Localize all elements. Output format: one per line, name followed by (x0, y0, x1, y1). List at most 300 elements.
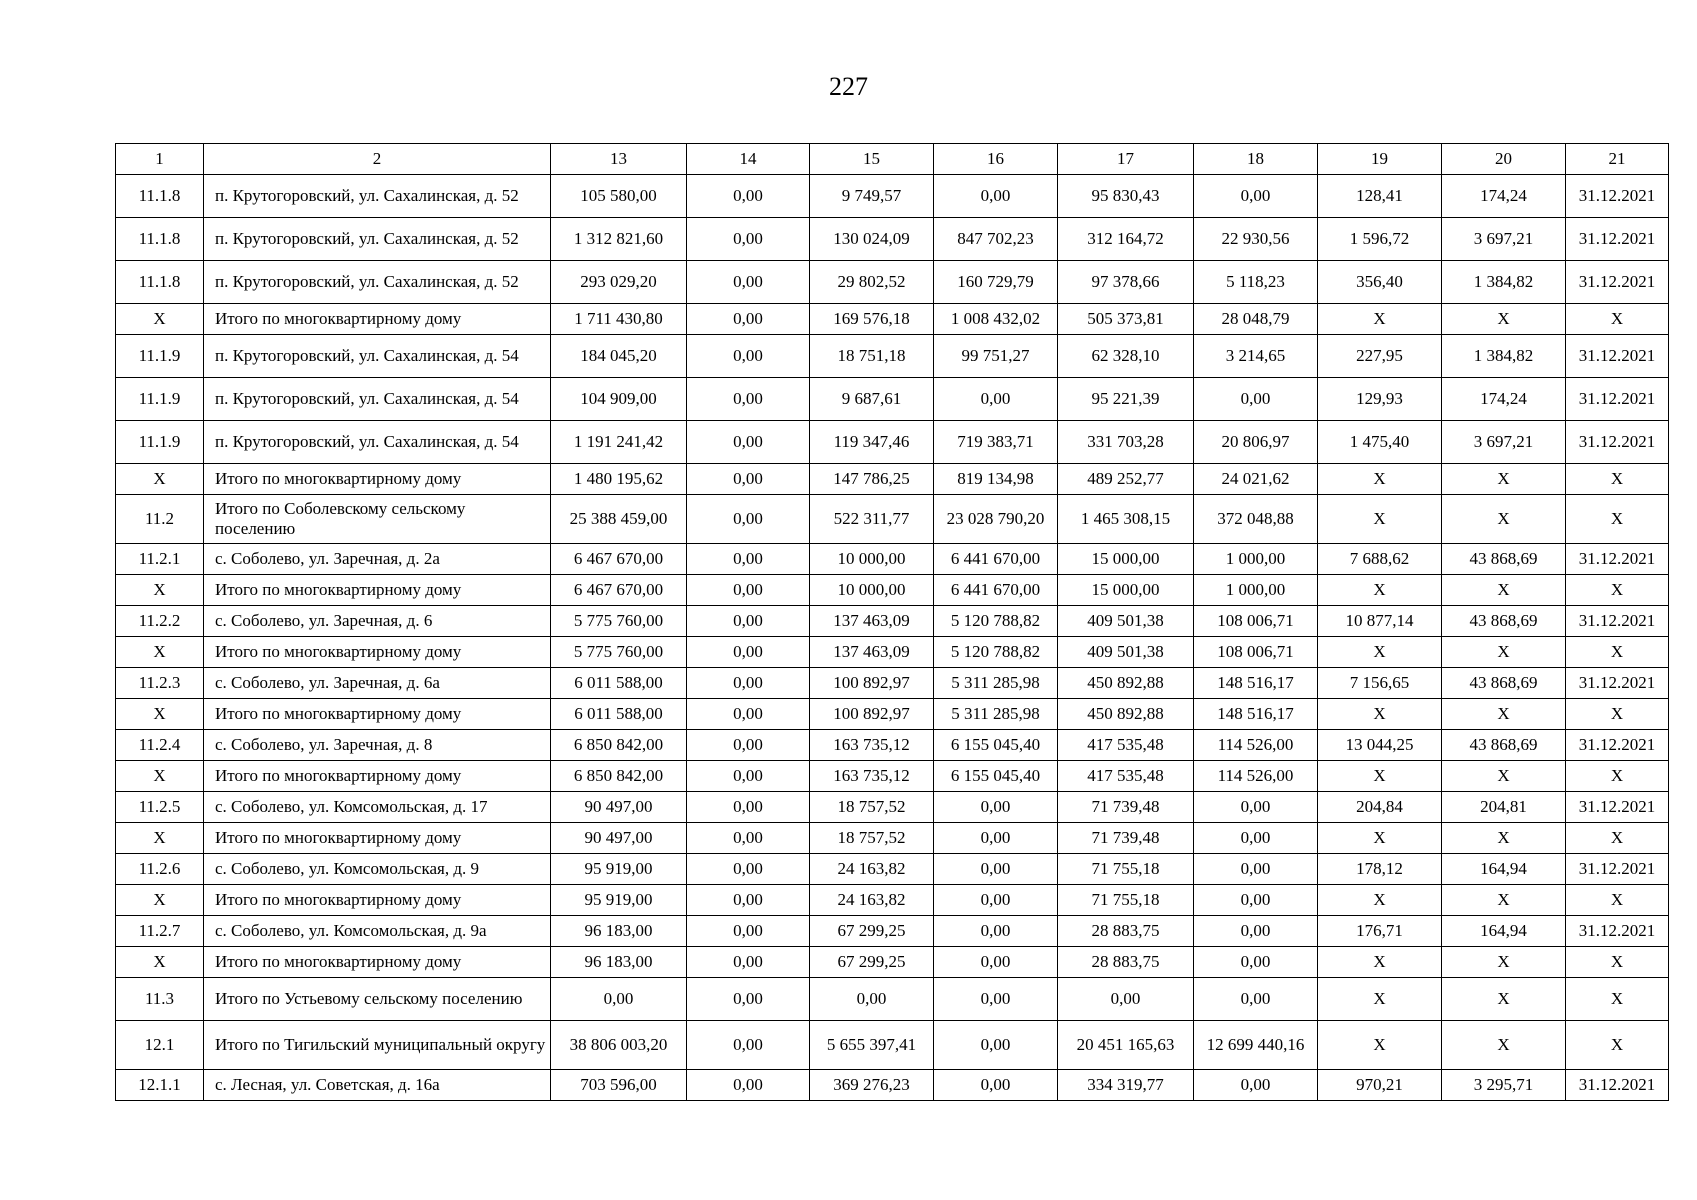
table-row (116, 606, 1669, 637)
table-row (116, 335, 1669, 378)
value-cell: 71 755,18 (1058, 885, 1194, 916)
value-cell: 204,81 (1442, 792, 1566, 823)
value-cell: 0,00 (687, 916, 810, 947)
value-cell: 417 535,48 (1058, 730, 1194, 761)
value-cell: 96 183,00 (551, 947, 687, 978)
address-cell: с. Соболево, ул. Комсомольская, д. 9 (204, 854, 551, 885)
value-cell: 6 467 670,00 (551, 544, 687, 575)
value-cell: 1 384,82 (1442, 335, 1566, 378)
table-row (116, 916, 1669, 947)
table-row (116, 668, 1669, 699)
value-cell: 7 688,62 (1318, 544, 1442, 575)
column-header: 18 (1194, 144, 1318, 175)
subtotal-row (116, 761, 1669, 792)
value-cell: X (1566, 823, 1669, 854)
address-cell: Итого по многоквартирному дому (204, 575, 551, 606)
value-cell: 0,00 (1194, 792, 1318, 823)
row-number-cell: 11.2.1 (116, 544, 204, 575)
row-number-cell: 11.1.9 (116, 378, 204, 421)
subtotal-row (116, 947, 1669, 978)
value-cell: 43 868,69 (1442, 730, 1566, 761)
value-cell: 129,93 (1318, 378, 1442, 421)
value-cell: 97 378,66 (1058, 261, 1194, 304)
column-header: 17 (1058, 144, 1194, 175)
address-cell: с. Соболево, ул. Комсомольская, д. 9а (204, 916, 551, 947)
value-cell: 169 576,18 (810, 304, 934, 335)
address-cell: Итого по многоквартирному дому (204, 947, 551, 978)
value-cell: 18 751,18 (810, 335, 934, 378)
value-cell: X (1442, 947, 1566, 978)
column-header: 19 (1318, 144, 1442, 175)
value-cell: 0,00 (934, 978, 1058, 1021)
value-cell: 31.12.2021 (1566, 730, 1669, 761)
value-cell: X (1566, 637, 1669, 668)
value-cell: X (1442, 464, 1566, 495)
value-cell: 0,00 (687, 544, 810, 575)
value-cell: 23 028 790,20 (934, 495, 1058, 544)
value-cell: 1 312 821,60 (551, 218, 687, 261)
value-cell: X (1442, 885, 1566, 916)
row-number-cell: 11.2.4 (116, 730, 204, 761)
value-cell: 0,00 (687, 761, 810, 792)
value-cell: 114 526,00 (1194, 761, 1318, 792)
value-cell: 0,00 (687, 978, 810, 1021)
table-row (116, 544, 1669, 575)
value-cell: X (1442, 637, 1566, 668)
value-cell: 3 697,21 (1442, 421, 1566, 464)
row-number-cell: 11.1.9 (116, 335, 204, 378)
value-cell: 409 501,38 (1058, 637, 1194, 668)
value-cell: 43 868,69 (1442, 606, 1566, 637)
value-cell: 0,00 (934, 916, 1058, 947)
value-cell: 0,00 (934, 823, 1058, 854)
value-cell: 0,00 (1194, 978, 1318, 1021)
table-row (116, 218, 1669, 261)
value-cell: 9 749,57 (810, 175, 934, 218)
column-header: 1 (116, 144, 204, 175)
value-cell: 1 596,72 (1318, 218, 1442, 261)
value-cell: 0,00 (1058, 978, 1194, 1021)
column-header: 2 (204, 144, 551, 175)
value-cell: 31.12.2021 (1566, 916, 1669, 947)
address-cell: Итого по Соболевскому сельскому поселению (204, 495, 551, 544)
value-cell: 0,00 (1194, 947, 1318, 978)
value-cell: 67 299,25 (810, 947, 934, 978)
value-cell: 95 221,39 (1058, 378, 1194, 421)
value-cell: 29 802,52 (810, 261, 934, 304)
value-cell: 5 118,23 (1194, 261, 1318, 304)
value-cell: 15 000,00 (1058, 544, 1194, 575)
value-cell: 0,00 (934, 1021, 1058, 1070)
value-cell: 0,00 (687, 495, 810, 544)
value-cell: 31.12.2021 (1566, 175, 1669, 218)
address-cell: Итого по многоквартирному дому (204, 823, 551, 854)
value-cell: 0,00 (1194, 175, 1318, 218)
address-cell: Итого по многоквартирному дому (204, 885, 551, 916)
subtotal-row (116, 637, 1669, 668)
value-cell: 24 163,82 (810, 854, 934, 885)
value-cell: X (1318, 495, 1442, 544)
value-cell: 5 311 285,98 (934, 668, 1058, 699)
value-cell: 5 120 788,82 (934, 606, 1058, 637)
value-cell: 28 883,75 (1058, 916, 1194, 947)
column-header: 21 (1566, 144, 1669, 175)
value-cell: 0,00 (687, 421, 810, 464)
value-cell: 0,00 (1194, 1070, 1318, 1101)
row-number-cell: 11.2 (116, 495, 204, 544)
value-cell: 227,95 (1318, 335, 1442, 378)
value-cell: X (1442, 823, 1566, 854)
table-row (116, 978, 1669, 1021)
value-cell: 148 516,17 (1194, 668, 1318, 699)
value-cell: 28 048,79 (1194, 304, 1318, 335)
value-cell: 114 526,00 (1194, 730, 1318, 761)
row-number-cell: X (116, 947, 204, 978)
address-cell: Итого по Устьевому сельскому поселению (204, 978, 551, 1021)
row-number-cell: 11.2.7 (116, 916, 204, 947)
row-number-cell: 11.1.8 (116, 218, 204, 261)
value-cell: 24 163,82 (810, 885, 934, 916)
value-cell: 0,00 (687, 668, 810, 699)
row-number-cell: X (116, 823, 204, 854)
value-cell: 25 388 459,00 (551, 495, 687, 544)
value-cell: X (1442, 495, 1566, 544)
value-cell: 28 883,75 (1058, 947, 1194, 978)
value-cell: X (1442, 575, 1566, 606)
value-cell: 6 155 045,40 (934, 761, 1058, 792)
value-cell: 0,00 (810, 978, 934, 1021)
value-cell: 95 919,00 (551, 885, 687, 916)
value-cell: 0,00 (687, 637, 810, 668)
value-cell: X (1318, 575, 1442, 606)
value-cell: 10 000,00 (810, 575, 934, 606)
table-row (116, 175, 1669, 218)
value-cell: 6 011 588,00 (551, 668, 687, 699)
value-cell: 3 697,21 (1442, 218, 1566, 261)
value-cell: X (1566, 304, 1669, 335)
table-row (116, 1070, 1669, 1101)
value-cell: X (1318, 978, 1442, 1021)
value-cell: X (1318, 464, 1442, 495)
address-cell: Итого по многоквартирному дому (204, 761, 551, 792)
value-cell: 0,00 (934, 378, 1058, 421)
value-cell: 5 120 788,82 (934, 637, 1058, 668)
value-cell: 31.12.2021 (1566, 544, 1669, 575)
value-cell: 31.12.2021 (1566, 1070, 1669, 1101)
value-cell: 43 868,69 (1442, 544, 1566, 575)
value-cell: 0,00 (1194, 885, 1318, 916)
value-cell: 505 373,81 (1058, 304, 1194, 335)
value-cell: 31.12.2021 (1566, 378, 1669, 421)
value-cell: 163 735,12 (810, 761, 934, 792)
value-cell: 5 655 397,41 (810, 1021, 934, 1070)
value-cell: X (1566, 495, 1669, 544)
column-header: 13 (551, 144, 687, 175)
column-header: 16 (934, 144, 1058, 175)
value-cell: 95 830,43 (1058, 175, 1194, 218)
value-cell: X (1566, 464, 1669, 495)
subtotal-row (116, 464, 1669, 495)
value-cell: 104 909,00 (551, 378, 687, 421)
row-number-cell: X (116, 885, 204, 916)
subtotal-row (116, 575, 1669, 606)
address-cell: Итого по многоквартирному дому (204, 699, 551, 730)
row-number-cell: 11.1.9 (116, 421, 204, 464)
value-cell: 31.12.2021 (1566, 668, 1669, 699)
value-cell: 147 786,25 (810, 464, 934, 495)
value-cell: X (1318, 1021, 1442, 1070)
value-cell: 0,00 (687, 304, 810, 335)
row-number-cell: X (116, 464, 204, 495)
table-row (116, 1021, 1669, 1070)
value-cell: 31.12.2021 (1566, 261, 1669, 304)
row-number-cell: X (116, 761, 204, 792)
value-cell: 71 739,48 (1058, 792, 1194, 823)
value-cell: 12 699 440,16 (1194, 1021, 1318, 1070)
value-cell: 489 252,77 (1058, 464, 1194, 495)
value-cell: 108 006,71 (1194, 637, 1318, 668)
value-cell: 163 735,12 (810, 730, 934, 761)
value-cell: X (1318, 637, 1442, 668)
subtotal-row (116, 699, 1669, 730)
value-cell: 13 044,25 (1318, 730, 1442, 761)
table-row (116, 378, 1669, 421)
value-cell: 0,00 (934, 885, 1058, 916)
row-number-cell: 11.1.8 (116, 175, 204, 218)
value-cell: 334 319,77 (1058, 1070, 1194, 1101)
value-cell: 71 739,48 (1058, 823, 1194, 854)
value-cell: 9 687,61 (810, 378, 934, 421)
value-cell: 31.12.2021 (1566, 854, 1669, 885)
value-cell: 0,00 (687, 947, 810, 978)
value-cell: 31.12.2021 (1566, 335, 1669, 378)
value-cell: 0,00 (687, 699, 810, 730)
value-cell: 0,00 (687, 1021, 810, 1070)
value-cell: 1 475,40 (1318, 421, 1442, 464)
value-cell: 293 029,20 (551, 261, 687, 304)
value-cell: 174,24 (1442, 175, 1566, 218)
value-cell: 0,00 (1194, 916, 1318, 947)
value-cell: 819 134,98 (934, 464, 1058, 495)
value-cell: 160 729,79 (934, 261, 1058, 304)
value-cell: 18 757,52 (810, 823, 934, 854)
value-cell: 31.12.2021 (1566, 792, 1669, 823)
table-row (116, 495, 1669, 544)
value-cell: 10 877,14 (1318, 606, 1442, 637)
value-cell: X (1318, 823, 1442, 854)
value-cell: 0,00 (687, 261, 810, 304)
value-cell: 372 048,88 (1194, 495, 1318, 544)
value-cell: 204,84 (1318, 792, 1442, 823)
row-number-cell: 11.1.8 (116, 261, 204, 304)
address-cell: с. Лесная, ул. Советская, д. 16а (204, 1070, 551, 1101)
address-cell: Итого по Тигильский муниципальный округу (204, 1021, 551, 1070)
value-cell: 38 806 003,20 (551, 1021, 687, 1070)
value-cell: 99 751,27 (934, 335, 1058, 378)
value-cell: 184 045,20 (551, 335, 687, 378)
value-cell: 0,00 (551, 978, 687, 1021)
subtotal-row (116, 885, 1669, 916)
value-cell: 71 755,18 (1058, 854, 1194, 885)
value-cell: 0,00 (687, 606, 810, 637)
value-cell: 6 441 670,00 (934, 544, 1058, 575)
value-cell: 0,00 (687, 175, 810, 218)
value-cell: 0,00 (934, 854, 1058, 885)
column-header: 14 (687, 144, 810, 175)
row-number-cell: 12.1.1 (116, 1070, 204, 1101)
address-cell: п. Крутогоровский, ул. Сахалинская, д. 54 (204, 378, 551, 421)
value-cell: 95 919,00 (551, 854, 687, 885)
value-cell: X (1442, 1021, 1566, 1070)
value-cell: 3 214,65 (1194, 335, 1318, 378)
value-cell: 0,00 (687, 730, 810, 761)
value-cell: 137 463,09 (810, 637, 934, 668)
value-cell: 128,41 (1318, 175, 1442, 218)
value-cell: 0,00 (687, 792, 810, 823)
value-cell: 1 000,00 (1194, 575, 1318, 606)
value-cell: 0,00 (687, 575, 810, 606)
value-cell: 1 384,82 (1442, 261, 1566, 304)
value-cell: 1 711 430,80 (551, 304, 687, 335)
value-cell: 22 930,56 (1194, 218, 1318, 261)
value-cell: 417 535,48 (1058, 761, 1194, 792)
value-cell: 0,00 (1194, 854, 1318, 885)
value-cell: 18 757,52 (810, 792, 934, 823)
value-cell: 20 451 165,63 (1058, 1021, 1194, 1070)
value-cell: 6 155 045,40 (934, 730, 1058, 761)
value-cell: 5 775 760,00 (551, 637, 687, 668)
value-cell: X (1318, 304, 1442, 335)
value-cell: 369 276,23 (810, 1070, 934, 1101)
value-cell: X (1442, 978, 1566, 1021)
address-cell: с. Соболево, ул. Заречная, д. 8 (204, 730, 551, 761)
value-cell: 1 008 432,02 (934, 304, 1058, 335)
value-cell: 1 000,00 (1194, 544, 1318, 575)
value-cell: 847 702,23 (934, 218, 1058, 261)
value-cell: X (1318, 699, 1442, 730)
value-cell: 137 463,09 (810, 606, 934, 637)
address-cell: с. Соболево, ул. Комсомольская, д. 17 (204, 792, 551, 823)
table-row (116, 261, 1669, 304)
value-cell: 67 299,25 (810, 916, 934, 947)
value-cell: 719 383,71 (934, 421, 1058, 464)
value-cell: 178,12 (1318, 854, 1442, 885)
value-cell: 0,00 (934, 175, 1058, 218)
value-cell: X (1566, 947, 1669, 978)
value-cell: X (1566, 761, 1669, 792)
row-number-cell: X (116, 699, 204, 730)
subtotal-row (116, 823, 1669, 854)
row-number-cell: 11.2.5 (116, 792, 204, 823)
row-number-cell: 12.1 (116, 1021, 204, 1070)
value-cell: 0,00 (687, 378, 810, 421)
table-row (116, 421, 1669, 464)
column-header: 20 (1442, 144, 1566, 175)
table-row (116, 792, 1669, 823)
row-number-cell: X (116, 637, 204, 668)
value-cell: 7 156,65 (1318, 668, 1442, 699)
value-cell: 10 000,00 (810, 544, 934, 575)
value-cell: X (1442, 761, 1566, 792)
value-cell: 0,00 (687, 885, 810, 916)
value-cell: 331 703,28 (1058, 421, 1194, 464)
value-cell: 0,00 (1194, 378, 1318, 421)
value-cell: 1 465 308,15 (1058, 495, 1194, 544)
value-cell: X (1566, 699, 1669, 730)
value-cell: 100 892,97 (810, 668, 934, 699)
address-cell: п. Крутогоровский, ул. Сахалинская, д. 52 (204, 261, 551, 304)
value-cell: 356,40 (1318, 261, 1442, 304)
row-number-cell: X (116, 575, 204, 606)
value-cell: 100 892,97 (810, 699, 934, 730)
value-cell: 15 000,00 (1058, 575, 1194, 606)
row-number-cell: 11.2.2 (116, 606, 204, 637)
value-cell: X (1566, 885, 1669, 916)
address-cell: п. Крутогоровский, ул. Сахалинская, д. 52 (204, 218, 551, 261)
value-cell: 0,00 (1194, 823, 1318, 854)
value-cell: X (1318, 885, 1442, 916)
value-cell: 450 892,88 (1058, 699, 1194, 730)
row-number-cell: X (116, 304, 204, 335)
address-cell: п. Крутогоровский, ул. Сахалинская, д. 54 (204, 421, 551, 464)
value-cell: 43 868,69 (1442, 668, 1566, 699)
page-number: 227 (829, 72, 868, 101)
address-cell: п. Крутогоровский, ул. Сахалинская, д. 54 (204, 335, 551, 378)
column-header: 15 (810, 144, 934, 175)
data-table (115, 143, 1669, 1101)
value-cell: 0,00 (934, 792, 1058, 823)
value-cell: 24 021,62 (1194, 464, 1318, 495)
value-cell: 1 480 195,62 (551, 464, 687, 495)
value-cell: 62 328,10 (1058, 335, 1194, 378)
value-cell: 164,94 (1442, 916, 1566, 947)
value-cell: 20 806,97 (1194, 421, 1318, 464)
value-cell: 105 580,00 (551, 175, 687, 218)
value-cell: 0,00 (687, 335, 810, 378)
value-cell: X (1566, 575, 1669, 606)
value-cell: 5 311 285,98 (934, 699, 1058, 730)
value-cell: 450 892,88 (1058, 668, 1194, 699)
value-cell: 119 347,46 (810, 421, 934, 464)
header-row (116, 144, 1669, 175)
address-cell: п. Крутогоровский, ул. Сахалинская, д. 52 (204, 175, 551, 218)
value-cell: 0,00 (687, 464, 810, 495)
row-number-cell: 11.2.6 (116, 854, 204, 885)
value-cell: 6 441 670,00 (934, 575, 1058, 606)
value-cell: 6 467 670,00 (551, 575, 687, 606)
value-cell: 6 850 842,00 (551, 761, 687, 792)
address-cell: Итого по многоквартирному дому (204, 464, 551, 495)
value-cell: 6 850 842,00 (551, 730, 687, 761)
value-cell: 31.12.2021 (1566, 218, 1669, 261)
value-cell: 96 183,00 (551, 916, 687, 947)
address-cell: Итого по многоквартирному дому (204, 304, 551, 335)
value-cell: X (1318, 761, 1442, 792)
value-cell: 174,24 (1442, 378, 1566, 421)
address-cell: с. Соболево, ул. Заречная, д. 2а (204, 544, 551, 575)
row-number-cell: 11.3 (116, 978, 204, 1021)
subtotal-row (116, 304, 1669, 335)
value-cell: 90 497,00 (551, 823, 687, 854)
value-cell: 522 311,77 (810, 495, 934, 544)
value-cell: 130 024,09 (810, 218, 934, 261)
value-cell: 6 011 588,00 (551, 699, 687, 730)
value-cell: X (1442, 699, 1566, 730)
value-cell: 312 164,72 (1058, 218, 1194, 261)
value-cell: 1 191 241,42 (551, 421, 687, 464)
value-cell: X (1318, 947, 1442, 978)
value-cell: 0,00 (687, 823, 810, 854)
